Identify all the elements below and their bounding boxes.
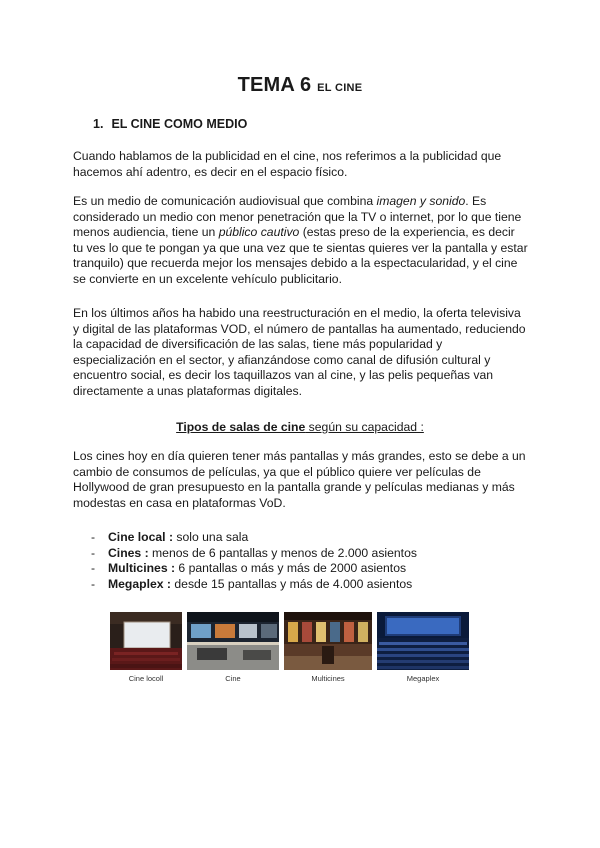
list-dash: - bbox=[91, 530, 96, 544]
paragraph-medium-part-c: (estas preso de la experiencia, es decir tu ves lo que te pongan ya que una vez que te sientas quieres ver la pantalla y estar tranquilo) que recuerda mejor los mensajes debido a la espectacularidad, y el cine se convierte en un excelente vehículo publicitario. bbox=[73, 225, 528, 286]
emphasis-imagen-sonido: imagen y sonido bbox=[376, 194, 466, 208]
list-item bbox=[91, 561, 417, 577]
list-desc: solo una sala bbox=[173, 530, 249, 544]
subheading-bold: Tipos de salas de cine bbox=[176, 420, 306, 434]
paragraph-medium-part-a: Es un medio de comunicación audiovisual que combina bbox=[73, 194, 377, 208]
section-label: EL CINE COMO MEDIO bbox=[111, 117, 248, 131]
subheading-tipos-salas bbox=[0, 420, 600, 434]
title-main: TEMA 6 bbox=[237, 74, 312, 96]
paragraph-restructuring: En los últimos años ha habido una reestructuración en el medio, la oferta televisiva y digital de las plataformas VOD, el número de pantallas ha aumentado, reduciendo la capacidad de diversificación de las salas, tiene más popularidad y especialización en el sector, y afianzándose como canal de difusión cultural y encuentro social, es decir los taquillazos van al cine, y las pelis pequeñas van directamente a unas plataformas digitales. bbox=[73, 306, 526, 398]
caption-megaplex: Megaplex bbox=[406, 674, 440, 683]
photo-multicines bbox=[284, 612, 372, 670]
paragraph-intro: Cuando hablamos de la publicidad en el cine, nos referimos a la publicidad que hacemos ahí adentro, es decir en el espacio físico. bbox=[73, 149, 502, 179]
list-dash: - bbox=[91, 561, 96, 576]
section-heading bbox=[93, 117, 247, 131]
subheading-rest: según su capacidad : bbox=[305, 420, 424, 434]
list-item bbox=[91, 530, 417, 546]
section-number: 1. bbox=[93, 117, 104, 131]
caption-cine-local: Cine locoll bbox=[128, 674, 164, 683]
photo-megaplex bbox=[377, 612, 469, 670]
list-term: Megaplex : bbox=[108, 576, 171, 591]
list-desc: menos de 6 pantallas y menos de 2.000 asientos bbox=[148, 545, 417, 560]
title-sub: EL CINE bbox=[317, 82, 363, 94]
list-term: Multicines : bbox=[108, 561, 176, 576]
paragraph-trends: Los cines hoy en día quieren tener más pantallas y más grandes, esto se debe a un cambio de consumos de películas, ya que el público quiere ver películas de Hollywood de gran presupuesto en la pantalla grande y películas medianas y más modestas en casa en plataformas VoD. bbox=[73, 449, 526, 510]
paragraph-medium bbox=[73, 194, 528, 288]
list-term: Cine local : bbox=[108, 530, 174, 544]
list-term: Cines : bbox=[108, 545, 149, 560]
paragraph-medium-part-b: . Es considerado un medio con menor penetración que la TV o internet, por lo que tiene menos audiencia, tiene un bbox=[73, 194, 522, 240]
photo-cine bbox=[187, 612, 279, 670]
list-item bbox=[91, 577, 417, 593]
caption-cine: Cine bbox=[225, 674, 241, 683]
list-dash: - bbox=[91, 545, 96, 560]
photo-cine-local bbox=[110, 612, 182, 670]
cinema-types-list bbox=[91, 530, 417, 592]
page-title bbox=[0, 74, 600, 97]
list-item bbox=[91, 546, 417, 562]
caption-multicines: Multicines bbox=[311, 674, 345, 683]
emphasis-publico-cautivo: público cautivo bbox=[218, 225, 300, 240]
subheading-text bbox=[176, 420, 424, 434]
list-desc: desde 15 pantallas y más de 4.000 asientos bbox=[171, 576, 413, 591]
list-dash: - bbox=[91, 576, 96, 591]
list-desc: 6 pantallas o más y más de 2000 asientos bbox=[175, 561, 407, 576]
cinema-photo-gallery bbox=[0, 612, 600, 692]
